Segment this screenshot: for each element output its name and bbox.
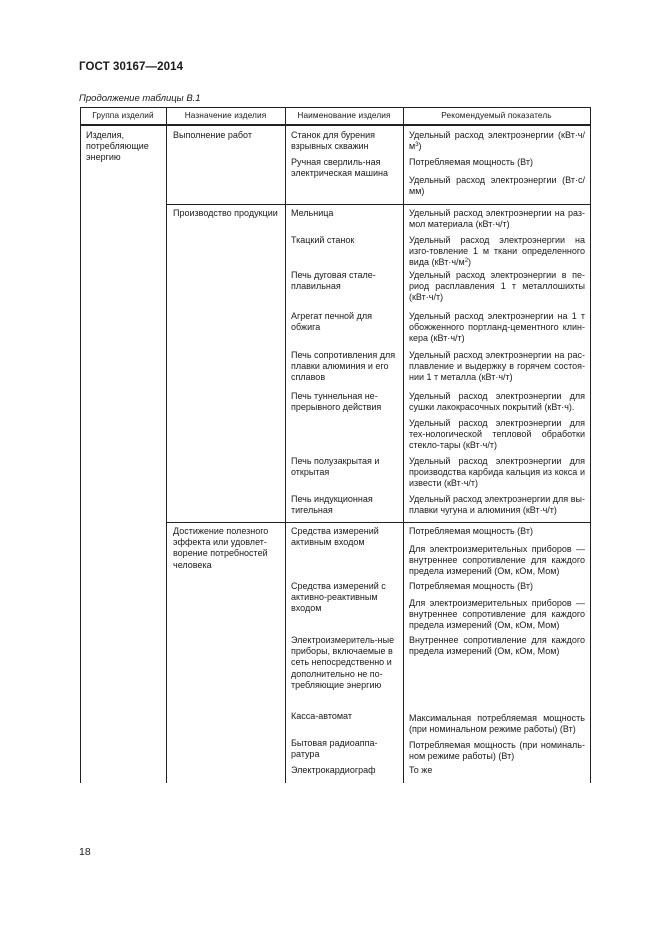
product-name: Станок для бурения взрывных скважин <box>291 130 376 152</box>
indicator <box>409 235 585 269</box>
indicator <box>409 130 585 152</box>
table-border-left <box>80 107 81 783</box>
indicator-text: Удельный расход электроэнергии (кВт·ч/м <box>409 130 585 152</box>
product-name: Электроизмеритель-ные приборы, включаемые в сеть непосредственно и дополнительно не по-требляющие энергию <box>291 635 395 690</box>
product-name: Печь полузакрытая и открытая <box>291 456 380 478</box>
table-caption: Продолжение таблицы В.1 <box>79 93 201 104</box>
group-label: Изделия, потребляющие энергию <box>86 130 149 163</box>
product-name: Касса-автомат <box>291 711 352 721</box>
indicator: Максимальная потребляемая мощность (при номинальном режиме работы) (Вт) <box>409 713 585 735</box>
column-divider <box>166 107 167 783</box>
product-name: Печь сопротивления для плавки алюминия и его сплавов <box>291 350 396 383</box>
header-divider <box>80 124 591 126</box>
purpose-label: Производство продукции <box>173 208 278 218</box>
purpose-label: Достижение полезного эффекта или удовлет-ворение потребностей человека <box>173 526 269 570</box>
product-name: Агрегат печной для обжига <box>291 311 372 333</box>
indicator: Удельный расход электроэнергии на рас-плавление и выдержку в горячем состоя-нии 1 т металла (кВт·ч/т) <box>409 350 585 383</box>
product-name: Ручная сверлиль-ная электрическая машина <box>291 157 388 179</box>
column-header: Группа изделий <box>92 110 154 120</box>
indicator: Для электроизмерительных приборов — внутреннее сопротивление для каждого предела измерений (Ом, кОм, Мом) <box>409 598 585 631</box>
indicator-superscript: 2 <box>464 258 469 265</box>
column-header: Назначение изделия <box>184 110 267 120</box>
indicator: Потребляемая мощность (при номиналь-ном режиме работы) (Вт) <box>409 740 585 762</box>
purpose-label: Выполнение работ <box>173 130 252 140</box>
indicator: Для электроизмерительных приборов — внутреннее сопротивление для каждого предела измерений (Ом, кОм, Мом) <box>409 544 585 577</box>
indicator: Удельный расход электроэнергии для тех-нологической тепловой обработки стекло-тары (кВт·ч/т) <box>409 418 585 451</box>
indicator: Потребляемая мощность (Вт) <box>409 526 533 536</box>
indicator: Удельный расход электроэнергии (Вт·с/мм) <box>409 175 585 197</box>
product-name: Печь туннельная не-прерывного действия <box>291 391 382 413</box>
column-header: Рекомендуемый показатель <box>441 110 552 120</box>
indicator: Удельный расход электроэнергии для сушки лакокрасочных покрытий (кВт·ч). <box>409 391 585 413</box>
section-divider <box>166 522 591 523</box>
indicator: Удельный расход электроэнергии на раз-мол материала (кВт·ч/т) <box>409 208 585 230</box>
data-table <box>80 107 591 783</box>
indicator-tail: ) <box>468 257 472 268</box>
section-divider <box>166 204 591 205</box>
indicator: Потребляемая мощность (Вт) <box>409 581 533 591</box>
indicator: Удельный расход электроэнергии для вы-плавки чугуна и алюминия (кВт·ч/т) <box>409 494 585 516</box>
indicator-tail: ) <box>418 141 422 152</box>
product-name: Средства измерений активным входом <box>291 526 379 548</box>
product-name: Ткацкий станок <box>291 235 355 245</box>
table-border-right <box>590 107 591 783</box>
indicator: Потребляемая мощность (Вт) <box>409 157 533 167</box>
column-divider <box>285 107 286 783</box>
indicator: Внутреннее сопротивление для каждого предела измерений (Ом, кОм, Мом) <box>409 635 585 657</box>
product-name: Средства измерений с активно-реактивным входом <box>291 581 386 614</box>
product-name: Печь индукционная тигельная <box>291 494 373 516</box>
product-name: Электрокардиограф <box>291 765 376 775</box>
column-divider <box>403 107 404 783</box>
indicator: Удельный расход электроэнергии для производства карбида кальция из кокса и извести (кВт·ч/т) <box>409 456 585 489</box>
page-number: 18 <box>79 846 91 858</box>
indicator: Удельный расход электроэнергии в пе-риод расплавления 1 т металлошихты (кВт·ч/т) <box>409 270 585 303</box>
indicator: Удельный расход электроэнергии на 1 т обожженного портланд-цементного клин-кера (кВт·ч/т) <box>409 311 585 344</box>
product-name: Печь дуговая стале-плавильная <box>291 270 376 292</box>
product-name: Мельница <box>291 208 334 218</box>
indicator: То же <box>409 765 433 775</box>
column-header: Наименование изделия <box>297 110 391 120</box>
indicator-superscript: 3 <box>415 142 419 149</box>
document-header: ГОСТ 30167—2014 <box>79 61 184 73</box>
indicator-text: Удельный расход электроэнергии на изго-товление 1 м ткани определенного вида (кВт·ч/м <box>409 235 585 268</box>
product-name: Бытовая радиоаппа-ратура <box>291 738 378 760</box>
